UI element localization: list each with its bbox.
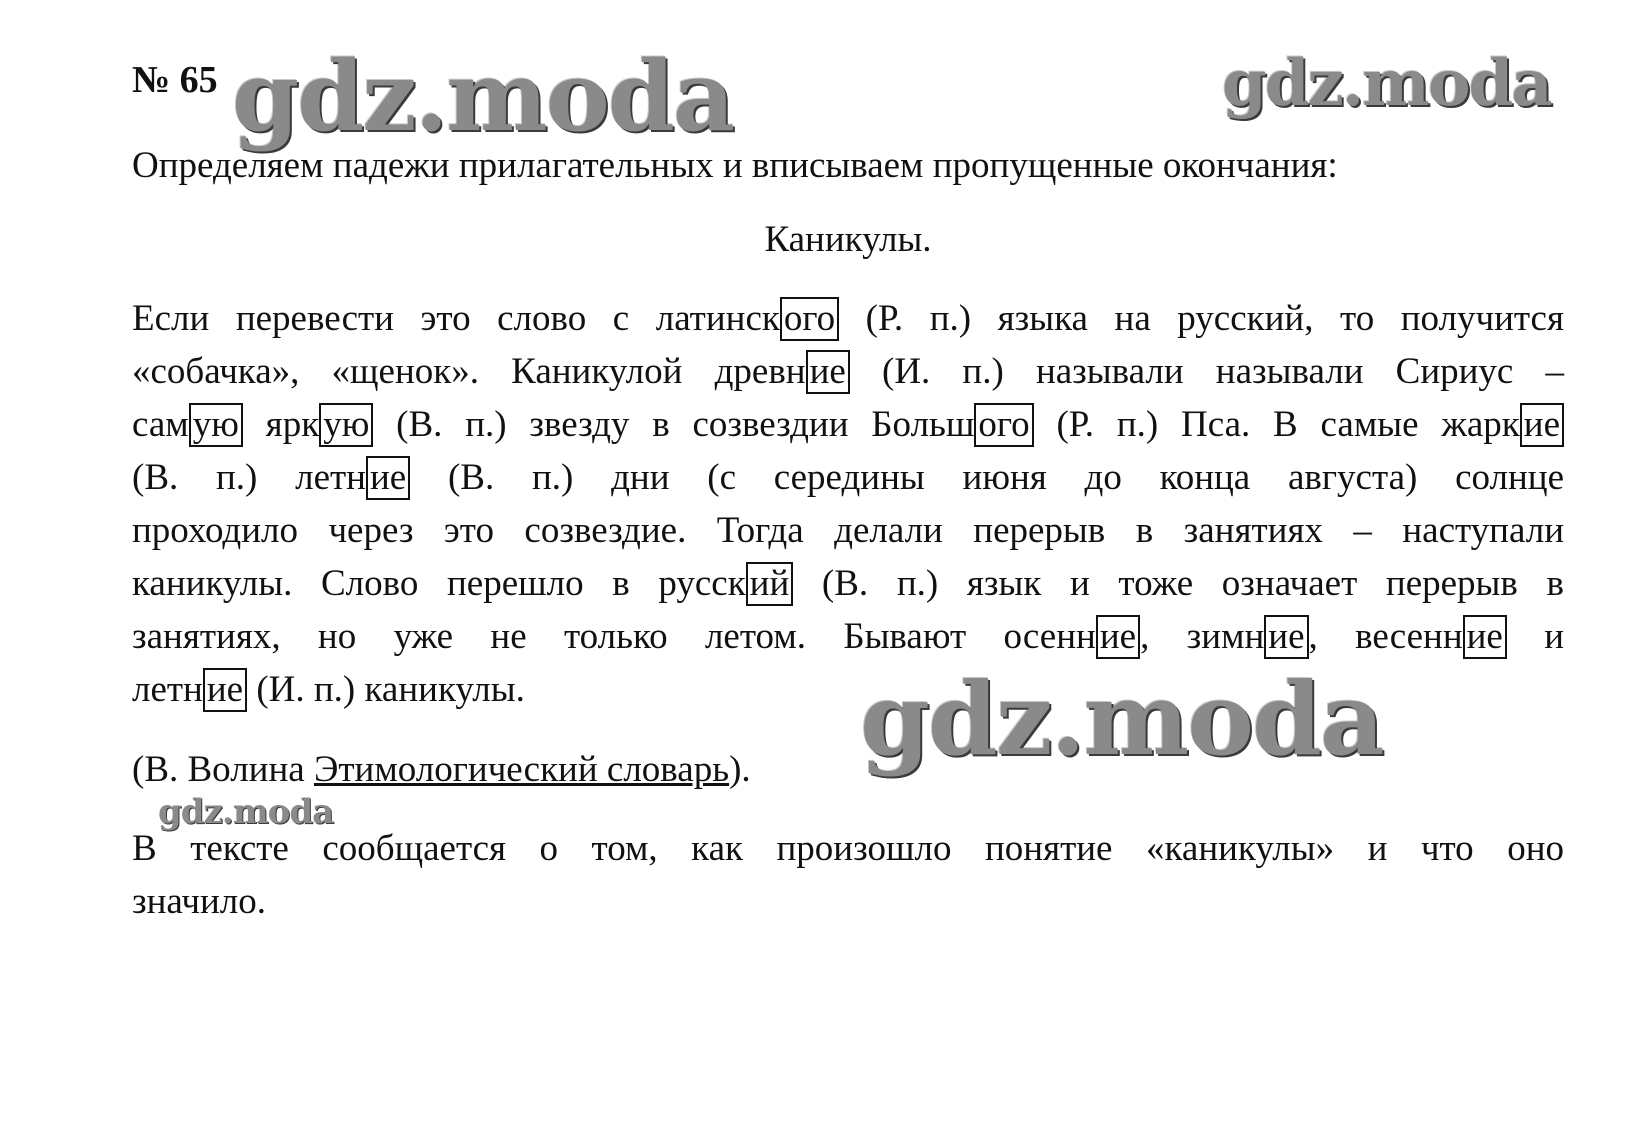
story-text: , зимн [1140,616,1265,657]
boxed-ending: ого [780,297,839,341]
story-text: (В. п.) звезду в созвездии Больш [373,404,975,445]
story-text: Если перевести это слово с латинск [132,298,780,339]
story-text: (В. п.) летн [132,457,366,498]
story-line [132,557,1564,610]
boxed-ending: ую [319,403,373,447]
story-line [132,292,1564,345]
boxed-ending: ие [203,668,247,712]
source-prefix: (В. Волина [132,749,314,790]
conclusion-line: В тексте сообщается о том, как произошло понятие «каникулы» и что оно [132,828,1564,869]
story-text: и [1506,616,1564,657]
story-text: сам [132,404,189,445]
boxed-ending: ие [1096,615,1140,659]
conclusion-line: значило. [132,881,266,922]
boxed-ending: ие [806,350,850,394]
boxed-ending: ую [189,403,243,447]
story-title: Каникулы. [764,219,932,260]
story-line [132,504,1564,557]
story-line [132,345,1564,398]
watermark-center: gdz.moda [860,660,1383,778]
conclusion-paragraph [132,822,1564,928]
boxed-ending: ие [366,456,410,500]
story-text: каникулы. Слово перешло в русск [132,563,746,604]
story-text: (И. п.) каникулы. [247,669,525,710]
watermark-top-right: gdz.moda [1222,46,1551,121]
source-suffix: ). [729,749,751,790]
watermark-small: gdz.moda [158,792,334,832]
story-line [132,610,1564,663]
exercise-number: № 65 [132,59,218,101]
story-text: (И. п.) называли называли Сириус – [849,351,1564,392]
story-text: (Р. п.) Пса. В самые жарк [1033,404,1520,445]
story-text: «собачка», «щенок». Каникулой древн [132,351,806,392]
story-text: , весенн [1308,616,1463,657]
source-citation [132,748,751,791]
story-line [132,398,1564,451]
story-line [132,451,1564,504]
story-text: (Р. п.) языка на русский, то получится [839,298,1564,339]
story-text: проходило через это созвездие. Тогда делали перерыв в занятиях – наступали [132,510,1564,551]
boxed-ending: ие [1264,615,1308,659]
story-text: летн [132,669,203,710]
story-text: занятиях, но уже не только летом. Бывают осенн [132,616,1096,657]
boxed-ending: ий [746,562,794,606]
intro-text: Определяем падежи прилагательных и вписываем пропущенные окончания: [132,145,1338,186]
story-text: ярк [242,404,320,445]
source-book-title: Этимологический словарь [313,749,730,790]
boxed-ending: ие [1463,615,1507,659]
watermark-top-left: gdz.moda [232,40,734,153]
story-text: (В. п.) язык и тоже означает перерыв в [793,563,1564,604]
boxed-ending: ие [1520,403,1564,447]
story-text: (В. п.) дни (с середины июня до конца августа) солнце [410,457,1565,498]
story-paragraph [132,292,1564,716]
story-line [132,663,1564,716]
boxed-ending: ого [974,403,1033,447]
